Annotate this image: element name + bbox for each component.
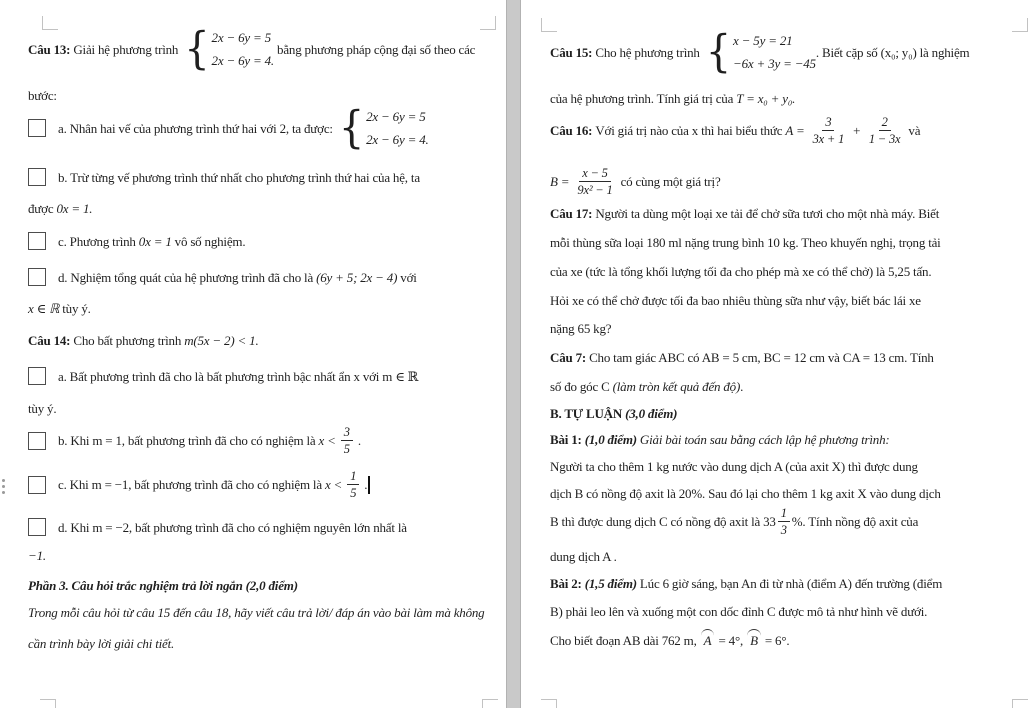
q13-system [181,23,274,75]
bai1-line-3 [550,506,918,537]
q14-item-c [28,469,370,500]
q13-label: Câu 13: [28,41,74,57]
q16-line-2 [550,166,721,197]
q17-line-1 [550,205,939,222]
answer-checkbox-13a[interactable] [28,119,46,137]
q13-system-eq1: 2x − 6y = 5 [211,30,271,45]
answer-checkbox-13c[interactable] [28,232,46,250]
bai2-text-1: Lúc 6 giờ sáng, bạn An đi từ nhà (điểm A) đến trường (điểm [639,576,943,591]
margin-crop-mark-right-top-left [541,18,557,32]
q15-system-eq1: x − 5y = 21 [733,33,793,48]
q16-b-eq: B = [550,174,573,189]
q15-intro: Cho hệ phương trình [595,44,703,60]
q13-c-text: c. Phương trình [58,233,139,249]
margin-crop-mark-right-bottom-right [1012,699,1028,708]
q14-a-text: a. Bất phương trình đã cho là bất phương trình bậc nhất ẩn x với m ∈ ℝ [58,368,419,384]
bai2-line-2 [550,603,927,620]
q13-a-system-equations [366,105,428,151]
q14-item-d-line-2 [28,547,46,564]
q7-text-2-italic: (làm tròn kết quả đến độ) [612,379,741,394]
fraction-denominator: 9x² − 1 [577,183,613,197]
answer-checkbox-13b[interactable] [28,168,46,186]
part3-note-text-1: Trong mỗi câu hỏi từ câu 15 đến câu 18, hãy viết câu trả lời/ đáp án vào bài làm mà không [28,605,485,620]
q17-line-3 [550,263,931,280]
text-cursor [368,476,370,494]
q14-b-end: . [354,433,361,448]
fraction-numerator: 1 [778,506,790,522]
q14-c-text: c. Khi m = −1, bất phương trình đã cho có nghiệm là [58,477,325,492]
page-gutter [506,0,521,708]
q13-a-system-eq2: 2x − 6y = 4. [366,132,429,147]
q13-b-text-2: được [28,201,57,216]
q7-text-2: số đo góc C [550,379,613,394]
q13-line-1 [28,23,476,75]
q13-c-math: 0x = 1 [138,233,172,249]
q17-line-2 [550,234,941,251]
q15-tail: . Biết cặp số (x₀; y₀) là nghiệm [815,44,970,60]
q7-line-1 [550,349,934,366]
q17-text-1: Người ta dùng một loại xe tải để chở sữa tươi cho một nhà máy. Biết [595,206,940,221]
margin-crop-mark-left-bottom-right [482,699,498,708]
q17-text-5: nặng 65 kg? [550,321,612,336]
page-right [521,0,1034,708]
fraction-denominator: 5 [350,486,357,500]
bai1-fraction [778,506,790,537]
margin-crop-mark-left-bottom-left [40,699,56,708]
left-brace-icon: { [338,102,365,154]
section-b-points: (3,0 điểm) [625,406,678,421]
q17-line-4 [550,292,921,309]
q17-text-4: Hỏi xe có thể chở được tối đa bao nhiêu thùng sữa như vậy, biết bác lái xe [550,293,921,308]
bai1-text-3-tail: %. Tính nồng độ axit của [791,514,919,529]
q16-intro: Với giá trị nào của x thì hai biểu thức [595,123,786,138]
q14-item-b [28,425,361,456]
q13-system-equations [212,26,274,72]
part3-note-line-1 [28,604,484,621]
q13-item-c [28,232,245,250]
q13-item-d-line-1 [28,268,417,286]
fraction-denominator: 5 [343,442,350,456]
bai2-text-2: B) phải leo lên và xuống một con dốc đỉnh C được mô tả như hình vẽ dưới. [550,604,928,619]
page-left [0,0,506,708]
q7-label: Câu 7: [550,350,590,365]
q7-text-1: Cho tam giác ABC có AB = 5 cm, BC = 12 cm và CA = 13 cm. Tính [589,350,934,365]
answer-checkbox-13d[interactable] [28,268,46,286]
q13-b-math: 0x = 1. [56,201,93,216]
q14-c-math: x < [324,477,346,492]
answer-checkbox-14d[interactable] [28,518,46,536]
q14-line-1 [28,332,259,349]
part3-heading [28,577,298,594]
q16-b-tail: có cùng một giá trị? [617,174,721,189]
q16-fraction-2 [866,115,904,146]
bai1-line-1 [550,458,918,475]
bai1-intro: Giải bài toán sau bằng cách lập hệ phương trình: [639,432,890,447]
answer-checkbox-14b[interactable] [28,432,46,450]
q13-intro-wrap: bước: [28,88,57,103]
q13-d-tail: với [397,269,417,285]
margin-crop-mark-left-top-right [480,16,496,30]
q14-b-math: x < [318,433,339,448]
angle-b-with-arc: B [747,632,761,649]
q15-line-2 [550,90,795,107]
bai2-text-3-mid: = 4°, [715,633,747,648]
bai2-heading [550,575,942,592]
q7-text-2-end: . [740,379,744,394]
q16-label: Câu 16: [550,123,596,138]
q15-system-equations [733,29,816,75]
q14-intro-math: m(5x − 2) < 1. [184,333,259,348]
margin-crop-mark-left-top-left [42,16,58,30]
bai2-points: (1,5 điểm) [584,576,640,591]
q13-a-system-eq1: 2x − 6y = 5 [366,109,426,124]
bai2-text-3-end: = 6°. [761,633,790,648]
q14-b-fraction [341,425,353,456]
q14-item-a-line-1 [28,367,418,385]
q17-line-5 [550,320,611,337]
q13-line-2 [28,87,57,104]
q14-d-text: d. Khi m = −2, bất phương trình đã cho có nghiệm nguyên lớn nhất là [58,519,407,535]
q13-a-system [336,102,429,154]
q13-item-a [28,102,429,154]
answer-checkbox-14c[interactable] [28,476,46,494]
bai1-text-2: dịch B có nồng độ axit là 20%. Sau đó lại cho thêm 1 kg axit X vào dung dịch [550,486,941,501]
bai1-text-1: Người ta cho thêm 1 kg nước vào dung dịch A (của axit X) thì được dung [550,459,918,474]
q13-d-math-2: x ∈ ℝ [28,301,60,316]
section-b-title: B. TỰ LUẬN [550,406,626,421]
section-b-heading [550,405,677,422]
q13-intro-tail: bằng phương pháp cộng đại số theo các [273,41,476,57]
q15-text-2: của hệ phương trình. Tính giá trị của [550,91,737,106]
fraction-numerator: 3 [341,425,353,441]
q14-b-text: b. Khi m = 1, bất phương trình đã cho có nghiệm là [58,433,319,448]
q13-d-math: (6y + 5; 2x − 4) [316,269,398,285]
bai1-points: (1,0 điểm) [584,432,640,447]
bai2-label: Bài 2: [550,576,585,591]
q14-label: Câu 14: [28,333,74,348]
q14-intro: Cho bất phương trình [73,333,185,348]
q13-system-eq2: 2x − 6y = 4. [211,53,274,68]
q15-system [703,26,816,78]
angle-a-with-arc: A [701,632,715,649]
q15-label: Câu 15: [550,44,596,60]
q15-system-eq2: −6x + 3y = −45 [733,56,816,71]
fraction-denominator: 3x + 1 [812,132,845,146]
q13-b-text: b. Trừ từng vế phương trình thứ nhất cho phương trình thứ hai của hệ, ta [58,169,420,185]
q13-c-tail: vô số nghiệm. [171,233,246,249]
q14-c-end: . [361,477,368,492]
q13-intro: Giải hệ phương trình [73,41,182,57]
margin-crop-mark-right-bottom-left [541,699,557,708]
drag-handle-dots[interactable] [2,479,5,494]
q17-label: Câu 17: [550,206,596,221]
q16-fraction-1 [810,115,848,146]
q13-a-text: a. Nhân hai vế của phương trình thứ hai với 2, ta được: [58,120,336,136]
fraction-numerator: 1 [347,469,359,485]
bai1-text-4: dung dịch A . [550,549,617,564]
q13-item-b-line-1 [28,168,420,186]
q14-d-text-2: −1. [28,548,46,563]
q15-math-2: T = x₀ + y₀. [736,91,796,106]
fraction-numerator: x − 5 [579,166,610,182]
q17-text-2: mỗi thùng sữa loại 180 ml nặng trung bình 10 kg. Theo khuyến nghị, trọng tải [550,235,941,250]
q15-line-1 [550,26,970,78]
q7-line-2 [550,378,743,395]
bai1-label: Bài 1: [550,432,585,447]
part3-note-text-2: cần trình bày lời giải chi tiết. [28,636,175,651]
bai1-text-3: B thì được dung dịch C có nồng độ axit là 33 [550,514,776,529]
margin-crop-mark-right-top-right [1012,18,1028,32]
bai1-line-4 [550,548,617,565]
q14-a-text-2: tùy ý. [28,401,57,416]
fraction-denominator: 3 [780,523,787,537]
fraction-denominator: 1 − 3x [868,132,901,146]
part3-note-line-2 [28,635,174,652]
q16-plus: + [849,123,864,138]
answer-checkbox-14a[interactable] [28,367,46,385]
q16-line-1 [550,115,920,146]
q13-d-tail-2: tùy ý. [59,301,91,316]
fraction-numerator: 2 [879,115,891,131]
bai1-heading [550,431,890,448]
q13-item-b-line-2 [28,200,92,217]
q14-item-a-line-2 [28,400,56,417]
bai1-line-2 [550,485,941,502]
left-brace-icon: { [184,23,210,75]
q14-item-d-line-1 [28,518,407,536]
q14-c-fraction [347,469,359,500]
bai2-line-3 [550,632,789,649]
q16-tail: và [905,123,921,138]
part3-heading-text: Phần 3. Câu hỏi trắc nghiệm trả lời ngắn (2,0 điểm) [28,578,298,593]
q16-a-eq: A = [785,123,808,138]
q13-d-text: d. Nghiệm tổng quát của hệ phương trình đã cho là [58,269,317,285]
fraction-numerator: 3 [822,115,834,131]
q17-text-3: của xe (tức là tổng khối lượng tối đa cho phép mà xe có thể chở) là 5,25 tấn. [550,264,932,279]
bai2-text-3: Cho biết đoạn AB dài 762 m, [550,633,700,648]
q13-item-d-line-2 [28,300,91,317]
left-brace-icon: { [705,26,732,78]
q16-fraction-3 [574,166,615,197]
